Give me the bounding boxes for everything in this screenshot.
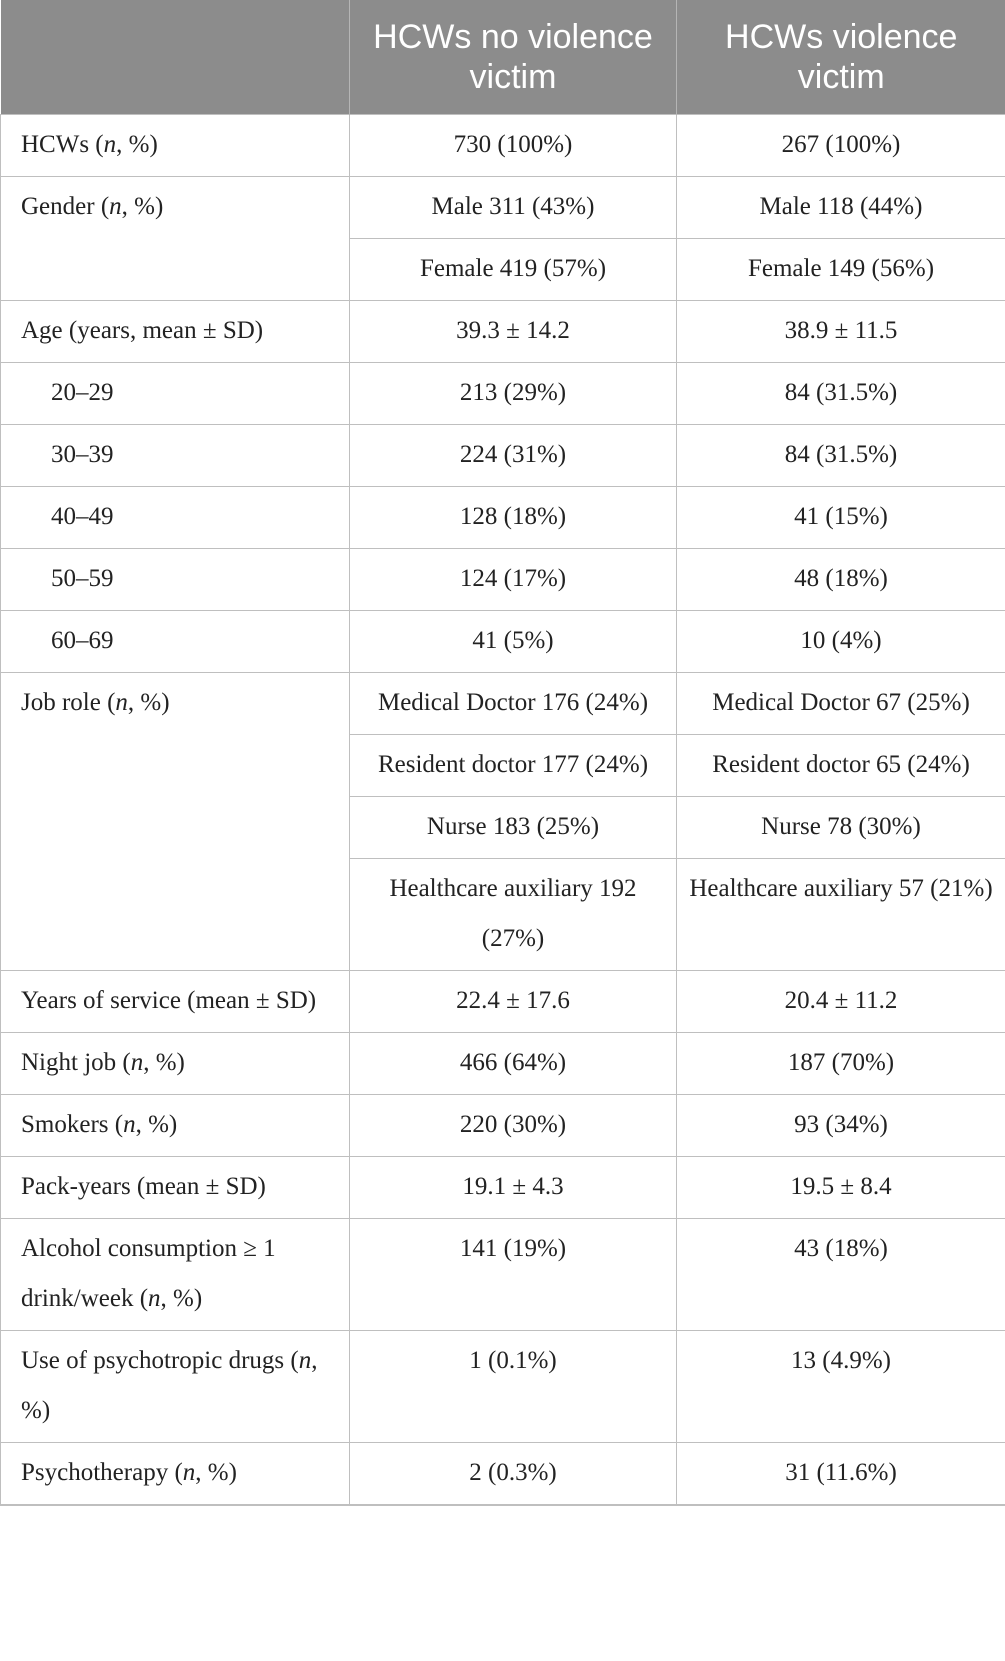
row-psychotherapy bbox=[1, 1443, 1005, 1506]
cell-violence: 84 (31.5%) bbox=[677, 425, 1005, 487]
row-label: 30–39 bbox=[1, 425, 350, 487]
row-label: Years of service (mean ± SD) bbox=[1, 971, 350, 1033]
cell-no-violence: 213 (29%) bbox=[350, 363, 677, 425]
row-label: Night job (n, %) bbox=[1, 1033, 350, 1095]
cell-no-violence: 466 (64%) bbox=[350, 1033, 677, 1095]
header-blank bbox=[1, 0, 350, 115]
cell-no-violence: Resident doctor 177 (24%) bbox=[350, 735, 677, 797]
cell-no-violence: 41 (5%) bbox=[350, 611, 677, 673]
cell-violence: Resident doctor 65 (24%) bbox=[677, 735, 1005, 797]
row-age-group bbox=[1, 549, 1005, 611]
cell-no-violence: 2 (0.3%) bbox=[350, 1443, 677, 1506]
cell-violence: Medical Doctor 67 (25%) bbox=[677, 673, 1005, 735]
cell-violence: Male 118 (44%) bbox=[677, 177, 1005, 239]
cell-no-violence: 220 (30%) bbox=[350, 1095, 677, 1157]
cell-no-violence: Nurse 183 (25%) bbox=[350, 797, 677, 859]
row-label: Age (years, mean ± SD) bbox=[1, 301, 350, 363]
row-label: Alcohol consumption ≥ 1 drink/week (n, %) bbox=[1, 1219, 350, 1331]
cell-no-violence: 19.1 ± 4.3 bbox=[350, 1157, 677, 1219]
row-service bbox=[1, 971, 1005, 1033]
row-age bbox=[1, 301, 1005, 363]
cell-no-violence: 1 (0.1%) bbox=[350, 1331, 677, 1443]
cell-violence: 187 (70%) bbox=[677, 1033, 1005, 1095]
row-label: Job role (n, %) bbox=[1, 673, 350, 971]
cell-violence: 84 (31.5%) bbox=[677, 363, 1005, 425]
cell-no-violence: 224 (31%) bbox=[350, 425, 677, 487]
cell-violence: 38.9 ± 11.5 bbox=[677, 301, 1005, 363]
header-violence: HCWs violence victim bbox=[677, 0, 1005, 115]
cell-no-violence: 124 (17%) bbox=[350, 549, 677, 611]
row-label: Pack-years (mean ± SD) bbox=[1, 1157, 350, 1219]
cell-no-violence: Female 419 (57%) bbox=[350, 239, 677, 301]
row-alcohol bbox=[1, 1219, 1005, 1331]
cell-no-violence: 39.3 ± 14.2 bbox=[350, 301, 677, 363]
cell-violence: 20.4 ± 11.2 bbox=[677, 971, 1005, 1033]
row-label: Smokers (n, %) bbox=[1, 1095, 350, 1157]
row-label: Gender (n, %) bbox=[1, 177, 350, 301]
header-row bbox=[1, 0, 1005, 115]
row-hcws bbox=[1, 115, 1005, 177]
cell-violence: Female 149 (56%) bbox=[677, 239, 1005, 301]
row-pack-years bbox=[1, 1157, 1005, 1219]
row-label: Psychotherapy (n, %) bbox=[1, 1443, 350, 1506]
row-label: 40–49 bbox=[1, 487, 350, 549]
row-smokers bbox=[1, 1095, 1005, 1157]
row-label: HCWs (n, %) bbox=[1, 115, 350, 177]
row-age-group bbox=[1, 611, 1005, 673]
row-label: 20–29 bbox=[1, 363, 350, 425]
cell-violence: 10 (4%) bbox=[677, 611, 1005, 673]
row-age-group bbox=[1, 425, 1005, 487]
cell-violence: 48 (18%) bbox=[677, 549, 1005, 611]
row-gender-male bbox=[1, 177, 1005, 239]
cell-violence: 13 (4.9%) bbox=[677, 1331, 1005, 1443]
cell-violence: 267 (100%) bbox=[677, 115, 1005, 177]
cell-violence: Healthcare auxiliary 57 (21%) bbox=[677, 859, 1005, 971]
header-no-violence: HCWs no violence victim bbox=[350, 0, 677, 115]
row-night-job bbox=[1, 1033, 1005, 1095]
row-psychotropic bbox=[1, 1331, 1005, 1443]
row-job-doctor bbox=[1, 673, 1005, 735]
cell-violence: 43 (18%) bbox=[677, 1219, 1005, 1331]
cell-no-violence: 730 (100%) bbox=[350, 115, 677, 177]
cell-violence: 41 (15%) bbox=[677, 487, 1005, 549]
cell-no-violence: Male 311 (43%) bbox=[350, 177, 677, 239]
cell-violence: 93 (34%) bbox=[677, 1095, 1005, 1157]
cell-no-violence: Medical Doctor 176 (24%) bbox=[350, 673, 677, 735]
cell-no-violence: 141 (19%) bbox=[350, 1219, 677, 1331]
cell-violence: 31 (11.6%) bbox=[677, 1443, 1005, 1506]
cell-violence: Nurse 78 (30%) bbox=[677, 797, 1005, 859]
cell-no-violence: 22.4 ± 17.6 bbox=[350, 971, 677, 1033]
cell-violence: 19.5 ± 8.4 bbox=[677, 1157, 1005, 1219]
row-label: 50–59 bbox=[1, 549, 350, 611]
row-age-group bbox=[1, 363, 1005, 425]
cell-no-violence: Healthcare auxiliary 192 (27%) bbox=[350, 859, 677, 971]
row-label: Use of psychotropic drugs (n, %) bbox=[1, 1331, 350, 1443]
row-age-group bbox=[1, 487, 1005, 549]
row-label: 60–69 bbox=[1, 611, 350, 673]
cell-no-violence: 128 (18%) bbox=[350, 487, 677, 549]
